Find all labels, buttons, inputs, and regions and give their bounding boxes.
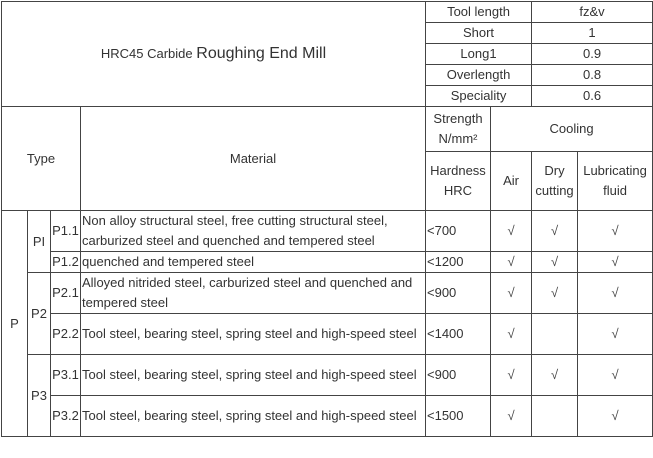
cooling-header: Cooling [491,107,653,152]
column-header-row [2,107,653,152]
material-header: Material [81,107,426,211]
tool-length-name: Short [426,23,532,44]
table-row [2,252,653,273]
lubricating-check: √ [578,252,653,273]
material-description: Tool steel, bearing steel, spring steel and high-speed steel [81,396,426,437]
dry-check: √ [532,211,578,252]
air-check: √ [491,273,532,314]
material-code: P3.1 [51,355,81,396]
lubricating-check: √ [578,396,653,437]
dry-check: √ [532,355,578,396]
tool-length-name: Long1 [426,44,532,65]
tool-length-name: Speciality [426,86,532,107]
tool-length-label: Tool length [426,2,532,23]
lubricating-check: √ [578,273,653,314]
tool-length-factor: 0.9 [532,44,653,65]
strength-value: <700 [426,211,491,252]
material-description: Alloyed nitrided steel, carburized steel and quenched and tempered steel [81,273,426,314]
material-description: Non alloy structural steel, free cutting structural steel, carburized steel and quenched and tempered steel [81,211,426,252]
tool-length-header-row [2,2,653,23]
lubricating-check: √ [578,355,653,396]
air-header: Air [491,152,532,211]
material-description: Tool steel, bearing steel, spring steel and high-speed steel [81,314,426,355]
strength-value: <1200 [426,252,491,273]
strength-value: <900 [426,355,491,396]
group-p2: P2 [28,273,51,355]
table-row [2,211,653,252]
title-main: Roughing End Mill [196,45,327,62]
tool-length-factor: 1 [532,23,653,44]
table-row [2,314,653,355]
material-code: P2.1 [51,273,81,314]
air-check: √ [491,252,532,273]
material-code: P1.1 [51,211,81,252]
air-check: √ [491,211,532,252]
dry-cutting-header: Dry cutting [532,152,578,211]
strength-value: <1400 [426,314,491,355]
type-header: Type [2,107,81,211]
strength-value: <1500 [426,396,491,437]
tool-length-factor: 0.6 [532,86,653,107]
title-prefix: HRC45 Carbide [100,46,193,61]
air-check: √ [491,314,532,355]
air-check: √ [491,396,532,437]
dry-check [532,396,578,437]
group-p: P [2,211,28,437]
material-code: P3.2 [51,396,81,437]
lubricating-check: √ [578,314,653,355]
material-code: P2.2 [51,314,81,355]
group-p3: P3 [28,355,51,437]
product-title [2,2,426,107]
hardness-header: Hardness HRC [426,152,491,211]
table-row [2,273,653,314]
material-description: Tool steel, bearing steel, spring steel and high-speed steel [81,355,426,396]
lubricating-check: √ [578,211,653,252]
table-row [2,396,653,437]
strength-header: Strength N/mm² [426,107,491,152]
dry-check [532,314,578,355]
dry-check: √ [532,252,578,273]
material-code: P1.2 [51,252,81,273]
tool-length-name: Overlength [426,65,532,86]
air-check: √ [491,355,532,396]
group-pi: PI [28,211,51,273]
lubricating-fluid-header: Lubricating fluid [578,152,653,211]
dry-check: √ [532,273,578,314]
roughing-end-mill-spec-table [1,1,653,437]
tool-length-factor: 0.8 [532,65,653,86]
table-row [2,355,653,396]
factor-label: fz&v [532,2,653,23]
material-description: quenched and tempered steel [81,252,426,273]
strength-value: <900 [426,273,491,314]
